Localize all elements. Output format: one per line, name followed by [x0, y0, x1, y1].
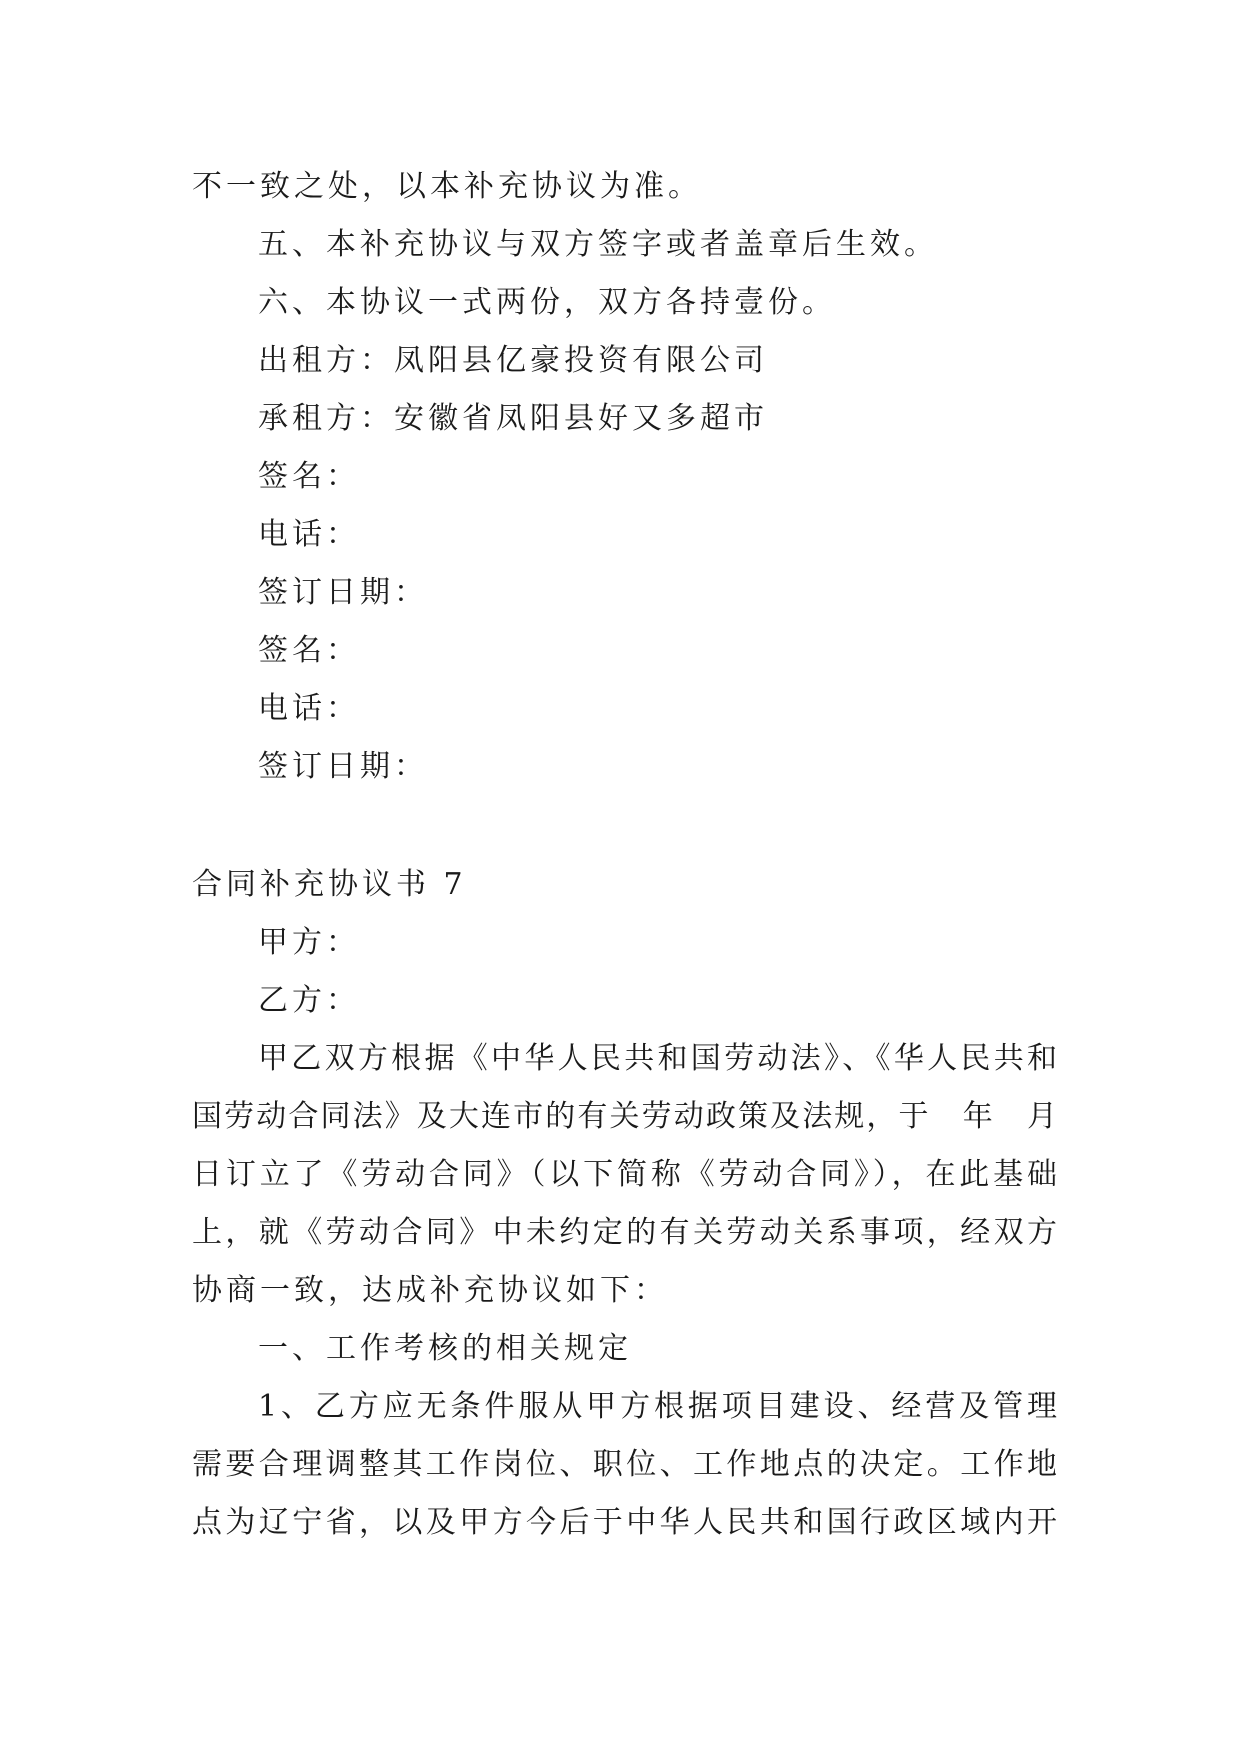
clause-five: 五、本补充协议与双方签字或者盖章后生效。: [258, 227, 938, 262]
paragraph-line: 1、乙方应无条件服从甲方根据项目建设、经营及管理: [258, 1389, 1057, 1424]
paragraph-line: 甲乙双方根据《中华人民共和国劳动法》、《华人民共和: [258, 1041, 1057, 1076]
sign-date-label: 签订日期：: [258, 575, 428, 610]
phone-label: 电话：: [258, 691, 360, 726]
signature-label: 签名：: [258, 633, 360, 668]
signature-label: 签名：: [258, 459, 360, 494]
paragraph-line: 需要合理调整其工作岗位、职位、工作地点的决定。工作地: [192, 1447, 1057, 1482]
phone-label: 电话：: [258, 517, 360, 552]
paragraph-line: 协商一致，达成补充协议如下：: [192, 1273, 668, 1308]
clause-six: 六、本协议一式两份，双方各持壹份。: [258, 285, 836, 320]
lessee-line: 承租方：安徽省凤阳县好又多超市: [258, 401, 768, 436]
sign-date-label: 签订日期：: [258, 749, 428, 784]
paragraph-line: 日订立了《劳动合同》（以下简称《劳动合同》），在此基础: [192, 1157, 1057, 1192]
paragraph-line: 点为辽宁省，以及甲方今后于中华人民共和国行政区域内开: [192, 1505, 1057, 1540]
paragraph-line: 国劳动合同法》及大连市的有关劳动政策及法规，于 年 月: [192, 1099, 1057, 1134]
party-b-label: 乙方：: [258, 983, 360, 1018]
section-title: 合同补充协议书 7: [192, 867, 467, 902]
paragraph-line: 上，就《劳动合同》中未约定的有关劳动关系事项，经双方: [192, 1215, 1057, 1250]
party-a-label: 甲方：: [258, 925, 360, 960]
paragraph-line: 不一致之处，以本补充协议为准。: [192, 169, 702, 204]
lessor-line: 出租方：凤阳县亿豪投资有限公司: [258, 343, 768, 378]
section-heading: 一、工作考核的相关规定: [258, 1331, 632, 1366]
